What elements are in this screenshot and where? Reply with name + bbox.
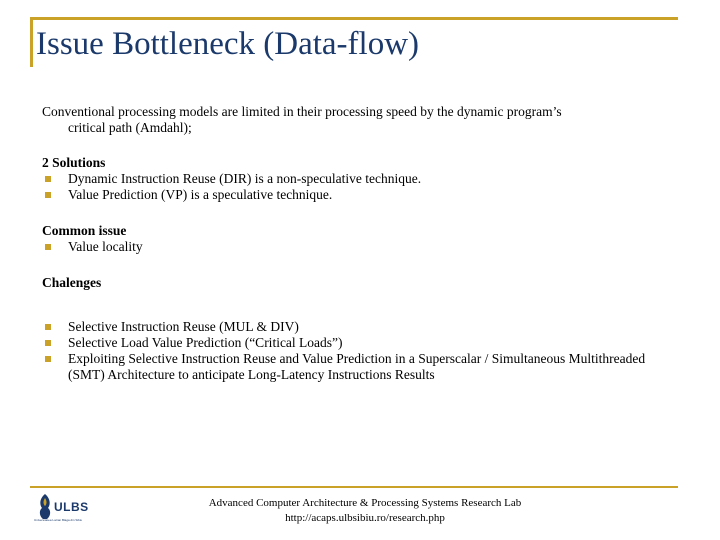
intro-paragraph	[42, 104, 682, 136]
logo-subtext: Universitatea Lucian Blaga din Sibiu	[34, 518, 83, 522]
slide-title: Issue Bottleneck (Data-flow)	[36, 26, 420, 62]
frame-left-rule	[30, 17, 33, 67]
challenge-item-2: Selective Load Value Prediction (“Critical Loads”)	[68, 335, 343, 350]
challenges-list	[42, 319, 682, 383]
footer-text	[150, 496, 580, 526]
solution-item-2: Value Prediction (VP) is a speculative technique.	[68, 187, 333, 202]
footer-lab-name: Advanced Computer Architecture & Processing Systems Research Lab	[208, 497, 522, 509]
common-issue-heading: Common issue	[42, 223, 127, 238]
challenge-item-3: Exploiting Selective Instruction Reuse and Value Prediction in a Superscalar / Simultaneous Multithreaded (SMT) Architecture to anticipate Long-Latency Instructions Results	[68, 351, 646, 382]
footer-rule	[30, 486, 678, 488]
square-bullet-icon	[45, 340, 51, 346]
frame-top-rule	[30, 17, 678, 20]
square-bullet-icon	[45, 356, 51, 362]
list-item	[42, 171, 682, 187]
solutions-list	[42, 171, 682, 203]
list-item	[42, 335, 682, 351]
square-bullet-icon	[45, 244, 51, 250]
challenge-item-1: Selective Instruction Reuse (MUL & DIV)	[68, 319, 299, 334]
solutions-heading: 2 Solutions	[42, 155, 106, 170]
ulbs-logo	[32, 492, 92, 528]
common-issue-item-1: Value locality	[68, 239, 143, 254]
square-bullet-icon	[45, 176, 51, 182]
common-issue-list	[42, 239, 682, 255]
square-bullet-icon	[45, 324, 51, 330]
slide-content	[42, 104, 682, 383]
list-item	[42, 351, 682, 383]
list-item	[42, 187, 682, 203]
list-item	[42, 239, 682, 255]
square-bullet-icon	[45, 192, 51, 198]
intro-line-1: Conventional processing models are limited in their processing speed by the dynamic program’s	[42, 104, 562, 119]
challenges-heading: Chalenges	[42, 275, 102, 290]
list-item	[42, 319, 682, 335]
solution-item-1: Dynamic Instruction Reuse (DIR) is a non-speculative technique.	[68, 171, 422, 186]
footer-url: http://acaps.ulbsibiu.ro/research.php	[285, 512, 445, 524]
logo-wordmark: ULBS	[54, 500, 89, 514]
intro-line-2: critical path (Amdahl);	[68, 120, 192, 135]
